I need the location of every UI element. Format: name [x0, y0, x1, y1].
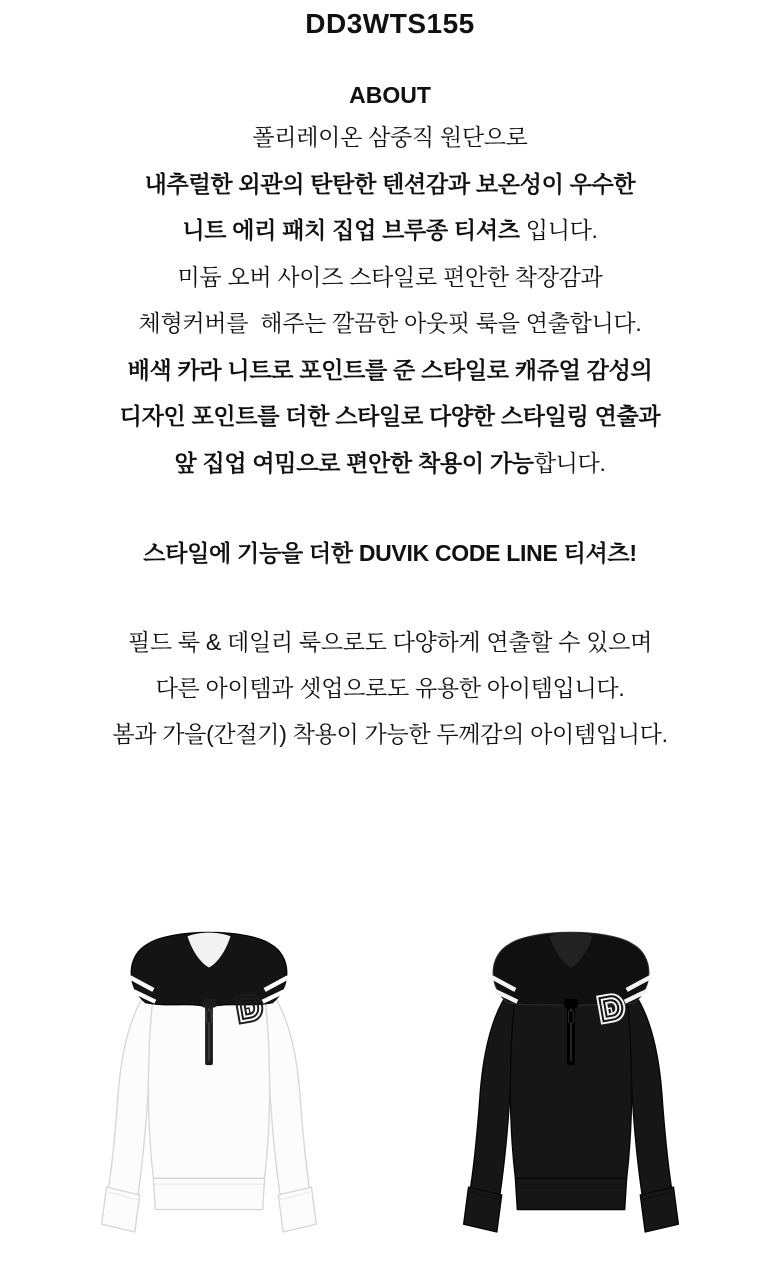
product-images: [0, 907, 780, 1249]
zipper-pull: [569, 1010, 574, 1023]
description-line: [0, 207, 780, 254]
text-segment: 디자인 포인트를 더한 스타일로 다양한 스타일링 연출과: [119, 403, 661, 429]
collar: [130, 932, 288, 1007]
text-segment: 내추럴한 외관의 탄탄한 텐션감과 보온성이 우수한: [144, 170, 636, 197]
product-image-black: [449, 907, 693, 1249]
zipper-pull: [207, 1010, 212, 1023]
description-line: [0, 440, 780, 487]
description-line: 봄과 가을(간절기) 착용이 가능한 두께감의 아이템입니다.: [112, 721, 668, 747]
usage-paragraph: [0, 619, 780, 757]
text-segment: 입니다.: [519, 217, 598, 243]
right-cuff: [278, 1187, 316, 1232]
product-image-white: [87, 907, 331, 1249]
about-heading: ABOUT: [349, 82, 431, 108]
description-line: [0, 161, 780, 208]
half-zip-sweatshirt-black: [449, 907, 693, 1249]
highlight-line: 스타일에 기능을 더한 DUVIK CODE LINE 티셔츠!: [143, 540, 637, 566]
description-line: [0, 300, 780, 347]
text-segment: 배색 카라 니트로 포인트를 준 스타일로 캐쥬얼 감성의: [127, 356, 653, 383]
description-line: [0, 347, 780, 394]
description-line: 다른 아이템과 셋업으로도 유용한 아이템입니다.: [155, 675, 625, 701]
description-line: [0, 114, 780, 161]
half-zip-sweatshirt-white: [87, 907, 331, 1249]
text-segment: 니트 에리 패치 집업 브루종 티셔츠: [182, 217, 520, 243]
left-cuff: [102, 1187, 140, 1232]
text-segment: 미듐 오버 사이즈 스타일로 편안한 착장감과: [177, 263, 603, 290]
right-cuff: [640, 1187, 678, 1232]
about-paragraph: [0, 114, 780, 486]
text-segment: 폴리레이온 삼중직 원단으로: [252, 124, 528, 150]
description-line: [0, 254, 780, 301]
left-cuff: [464, 1187, 502, 1232]
text-segment: 체형커버를 해주는 깔끔한 아웃핏 룩을 연출합니다.: [138, 310, 642, 336]
collar: [492, 932, 650, 1007]
text-segment: 앞 집업 여밈으로 편안한 착용이 가능: [174, 449, 534, 476]
product-code: DD3WTS155: [305, 8, 475, 39]
description-line: [0, 393, 780, 440]
text-segment: 합니다.: [533, 449, 606, 476]
hem-band: [153, 1178, 264, 1209]
hem-band: [515, 1178, 626, 1209]
description-line: 필드 룩 & 데일리 룩으로도 다양하게 연출할 수 있으며: [127, 629, 653, 655]
